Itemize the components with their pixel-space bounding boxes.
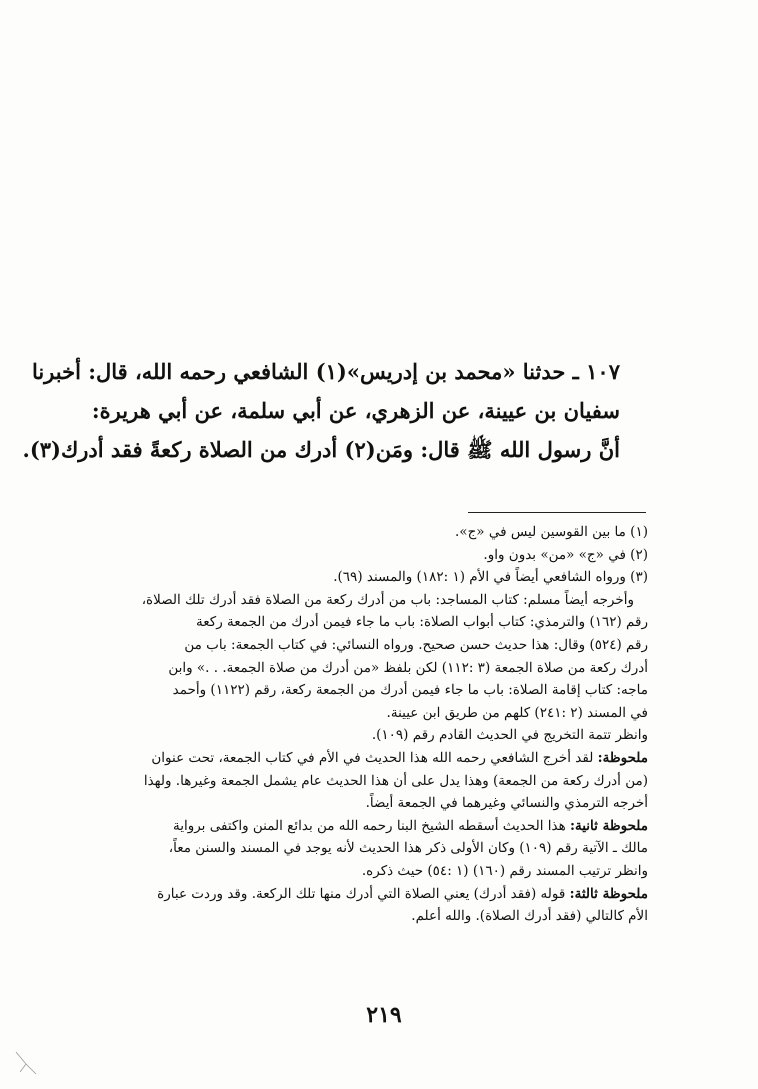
hadith-text xyxy=(22,352,620,469)
footnote-3-line-5: رقم (١٦٢) والترمذي: كتاب أبواب الصلاة: باب ما جاء فيمن أدرك من الجمعة ركعة xyxy=(196,614,648,631)
footnote-3-line-9: في المسند (٢ :٢٤١) كلهم من طريق ابن عيينة. xyxy=(386,704,648,721)
footnote-separator xyxy=(468,512,646,513)
scan-artifact-icon xyxy=(12,1048,40,1076)
footnote-3-line-7: أدرك ركعة من صلاة الجمعة (٣ :١١٢) لكن بلفظ «من أدرك من صلاة الجمعة. . .» وابن xyxy=(168,659,648,676)
note-2-line-2: مالك ـ الآتية رقم (١٠٩) وكان الأولى ذكر هذا الحديث لأنه يوجد في المسند والسنن معاً، xyxy=(168,840,648,857)
footnote-3-line-8: ماجه: كتاب إقامة الصلاة: باب ما جاء فيمن أدرك من الجمعة ركعة، رقم (١١٢٢) وأحمد xyxy=(172,682,648,699)
footnote-1: (١) ما بين القوسين ليس في «ج». xyxy=(455,524,648,540)
note-1-line-2: (من أدرك ركعة من الجمعة) وهذا يدل على أن هذا الحديث عام يشمل الجمعة وغيرها. ولهذا xyxy=(143,772,648,789)
note-2-line-1 xyxy=(108,815,648,838)
hadith-line-3: أنَّ رسول الله ﷺ قال: ومَن(٢) أدرك من الصلاة ركعةً فقد أدرك(٣). xyxy=(22,437,620,462)
note-3-label: ملحوظة ثالثة: xyxy=(569,885,648,902)
note-3-line-1 xyxy=(108,883,648,906)
footnote-3-line-6: رقم (٥٢٤) وقال: هذا حديث حسن صحيح. ورواه النسائي: في كتاب الجمعة: باب من xyxy=(184,636,648,653)
footnote-3-line-4: وأخرجه أيضاً مسلم: كتاب المساجد: باب من أدرك ركعة من الصلاة فقد أدرك تلك الصلاة، xyxy=(141,591,634,608)
note-1-line-1 xyxy=(108,747,648,770)
footnote-3-line-10: وانظر تتمة التخريج في الحديث القادم رقم (١٠٩). xyxy=(371,727,648,744)
note-3-text: قوله (فقد أدرك) يعني الصلاة التي أدرك منها تلك الركعة. وقد وردت عبارة xyxy=(157,885,566,902)
note-3-line-2: الأم كالتالي (فقد أدرك الصلاة). والله أعلم. xyxy=(411,908,648,925)
note-2-label: ملحوظة ثانية: xyxy=(570,817,648,834)
footnotes xyxy=(108,521,648,928)
note-1-label: ملحوظة: xyxy=(597,749,648,766)
note-1-text: لقد أخرج الشافعي رحمه الله هذا الحديث في الأم في كتاب الجمعة، تحت عنوان xyxy=(151,749,594,766)
note-1-line-3: أخرجه الترمذي والنسائي وغيرهما في الجمعة أيضاً. xyxy=(365,795,648,812)
footnote-3: (٣) ورواه الشافعي أيضاً في الأم (١ :١٨٢) والمسند (٦٩). xyxy=(333,569,648,586)
note-2-line-3: وانظر ترتيب المسند رقم (١٦٠) (١ :٥٤) حيث ذكره. xyxy=(361,862,648,879)
note-2-text: هذا الحديث أسقطه الشيخ البنا رحمه الله من بدائع المنن واكتفى برواية xyxy=(172,817,566,834)
hadith-line-2: سفيان بن عيينة، عن الزهري، عن أبي سلمة، عن أبي هريرة: xyxy=(91,398,620,423)
footnote-2: (٢) في «ج» «من» بدون واو. xyxy=(483,546,648,563)
page-number: ٢١٩ xyxy=(366,1002,402,1028)
hadith-line-1: ١٠٧ ـ حدثنا «محمد بن إدريس»(١) الشافعي رحمه الله، قال: أخبرنا xyxy=(31,359,620,384)
